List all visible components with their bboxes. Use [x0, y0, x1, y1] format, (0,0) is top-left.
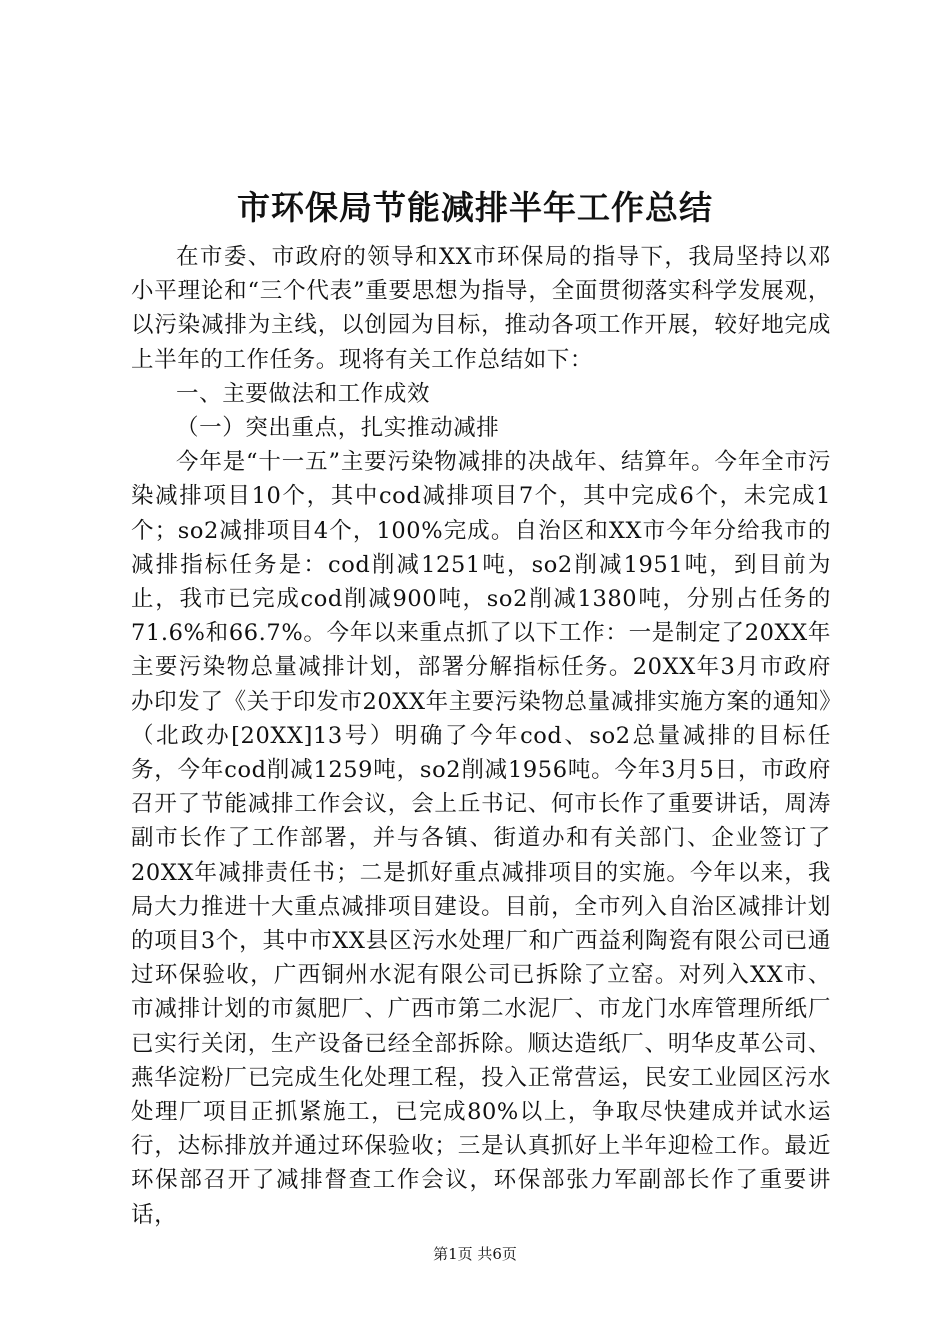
subsection-heading: （一）突出重点，扎实推动减排: [176, 415, 500, 442]
intro-paragraph: 在市委、市政府的领导和XX市环保局的指导下，我局坚持以邓小平理论和“三个代表”重要思想为指导，全面贯彻落实科学发展观，以污染减排为主线，以创园为目标，推动各项工作开展，较好地完成上半年的工作任务。现将有关工作总结如下：: [131, 244, 831, 373]
body-paragraph: 今年是“十一五”主要污染物减排的决战年、结算年。今年全市污染减排项目10个，其中cod减排项目7个，其中完成6个，未完成1个；so2减排项目4个，100%完成。自治区和XX市今年分给我市的减排指标任务是：cod削减1251吨，so2削减1951吨，到目前为止，我市已完成cod削减900吨，so2削减1380吨，分别占任务的71.6%和66.7%。今年以来重点抓了以下工作：一是制定了20XX年主要污染物总量减排计划，部署分解指标任务。20XX年3月市政府办印发了《关于印发市20XX年主要污染物总量减排实施方案的通知》（北政办[20XX]13号）明确了今年cod、so2总量减排的目标任务，今年cod削减1259吨，so2削减1956吨。今年3月5日，市政府召开了节能减排工作会议，会上丘书记、何市长作了重要讲话，周涛副市长作了工作部署，并与各镇、街道办和有关部门、企业签订了20XX年减排责任书；二是抓好重点减排项目的实施。今年以来，我局大力推进十大重点减排项目建设。目前，全市列入自治区减排计划的项目3个，其中市XX县区污水处理厂和广西益利陶瓷有限公司已通过环保验收，广西铜州水泥有限公司已拆除了立窑。对列入XX市、市减排计划的市氮肥厂、广西市第二水泥厂、市龙门水库管理所纸厂已实行关闭，生产设备已经全部拆除。顺达造纸厂、明华皮革公司、燕华淀粉厂已完成生化处理工程，投入正常营运，民安工业园区污水处理厂项目正抓紧施工，已完成80%以上，争取尽快建成并试水运行，达标排放并通过环保验收；三是认真抓好上半年迎检工作。最近环保部召开了减排督查工作会议，环保部张力军副部长作了重要讲话，: [131, 449, 831, 1228]
document-title: 市环保局节能减排半年工作总结: [237, 188, 713, 227]
section-heading: 一、主要做法和工作成效: [176, 380, 431, 407]
document-body: [131, 240, 831, 1232]
page-footer: 第1页 共6页: [433, 1245, 517, 1263]
